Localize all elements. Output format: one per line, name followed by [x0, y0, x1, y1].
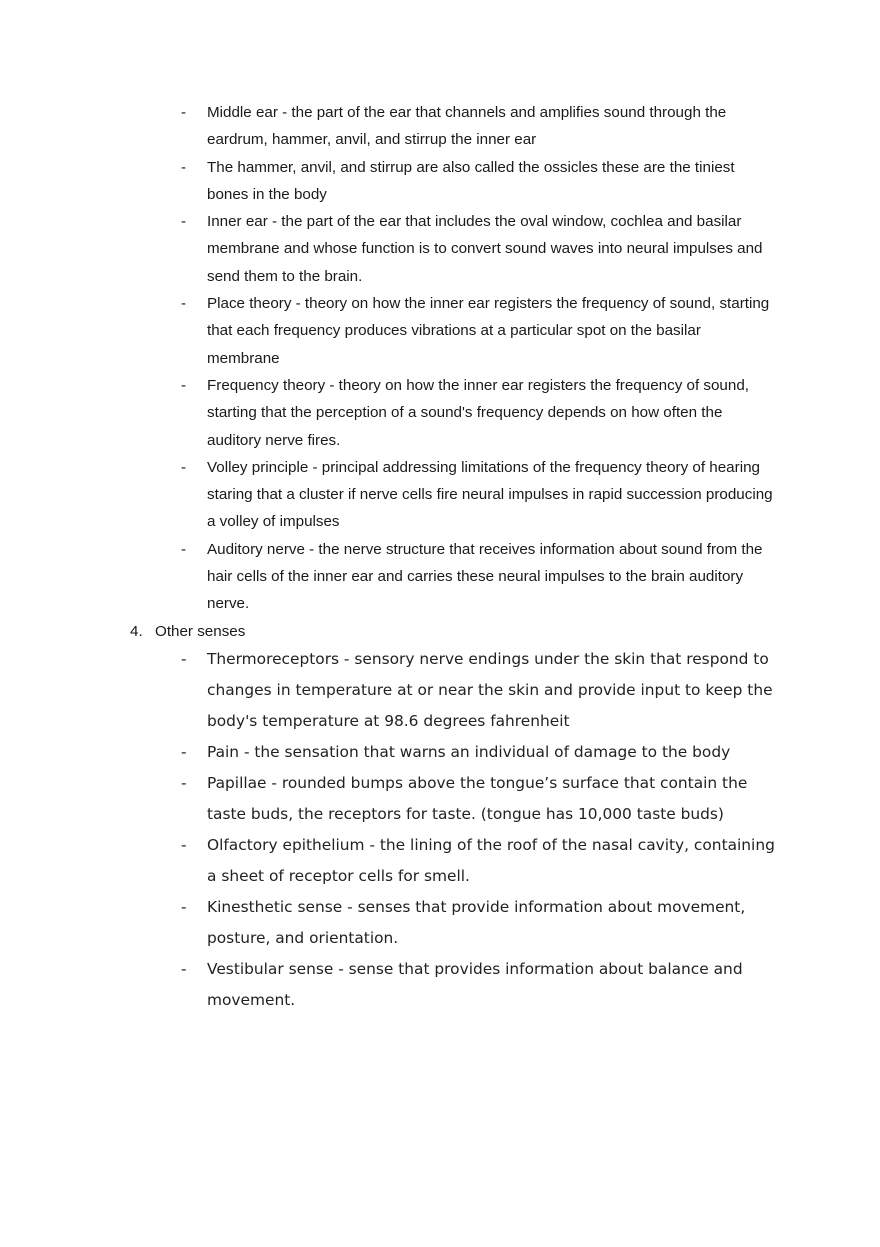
bullet-dash: - — [181, 376, 187, 394]
list-item — [0, 830, 777, 892]
list-item-text: Papillae - rounded bumps above the tongue’s surface that contain the taste buds, the receptors for taste. (tongue has 10,000 taste buds) — [207, 774, 748, 823]
list-item — [0, 536, 777, 618]
list-item-text: The hammer, anvil, and stirrup are also called the ossicles these are the tiniest bones in the body — [207, 158, 735, 203]
bullet-dash: - — [181, 458, 187, 476]
section-title: Other senses — [155, 623, 246, 640]
list-item-text: Place theory - theory on how the inner ear registers the frequency of sound, starting that each frequency produces vibrations at a particular spot on the basilar membrane — [207, 295, 770, 367]
list-item — [0, 954, 777, 1016]
list-item — [0, 768, 777, 830]
list-item-text: Pain - the sensation that warns an individual of damage to the body — [207, 743, 731, 761]
list-item-text: Auditory nerve - the nerve structure that receives information about sound from the hair cells of the inner ear and carries these neural impulses to the brain auditory nerve. — [207, 540, 763, 613]
bullet-dash: - — [181, 743, 187, 761]
list-item-text: Volley principle - principal addressing limitations of the frequency theory of hearing staring that a cluster if nerve cells fire neural impulses in rapid succession producing a volley of impulses — [207, 458, 773, 531]
list-item — [0, 372, 777, 454]
list-item-text: Inner ear - the part of the ear that includes the oval window, cochlea and basilar membrane and whose function is to convert sound waves into neural impulses and send them to the brain. — [207, 213, 763, 285]
other-senses-list — [0, 644, 880, 1016]
bullet-dash: - — [181, 104, 187, 121]
list-item — [0, 737, 777, 768]
bullet-dash: - — [181, 836, 187, 854]
bullet-dash: - — [181, 960, 187, 978]
list-item — [0, 892, 777, 954]
bullet-dash: - — [181, 774, 187, 792]
bullet-dash: - — [181, 898, 187, 916]
list-item — [0, 99, 777, 154]
list-item — [0, 290, 777, 372]
bullet-dash: - — [181, 295, 187, 313]
ear-anatomy-list — [0, 99, 880, 618]
bullet-dash: - — [181, 650, 187, 668]
list-item — [0, 454, 777, 536]
list-item — [0, 154, 777, 209]
list-item-text: Frequency theory - theory on how the inner ear registers the frequency of sound, starting that the perception of a sound's frequency depends on how often the auditory nerve fires. — [207, 376, 749, 449]
section-number: 4. — [130, 623, 143, 640]
list-item-text: Kinesthetic sense - senses that provide information about movement, posture, and orientation. — [207, 898, 746, 947]
bullet-dash: - — [181, 213, 187, 231]
bullet-dash: - — [181, 540, 187, 558]
list-item — [0, 208, 777, 290]
list-item-text: Middle ear - the part of the ear that channels and amplifies sound through the eardrum, hammer, anvil, and stirrup the inner ear — [207, 104, 727, 149]
list-item-text: Thermoreceptors - sensory nerve endings under the skin that respond to changes in temperature at or near the skin and provide input to keep the body's temperature at 98.6 degrees fahrenheit — [207, 650, 773, 730]
list-item-text: Vestibular sense - sense that provides information about balance and movement. — [207, 960, 743, 1009]
list-item-text: Olfactory epithelium - the lining of the roof of the nasal cavity, containing a sheet of receptor cells for smell. — [207, 836, 775, 885]
list-item — [0, 644, 777, 737]
bullet-dash: - — [181, 158, 187, 176]
